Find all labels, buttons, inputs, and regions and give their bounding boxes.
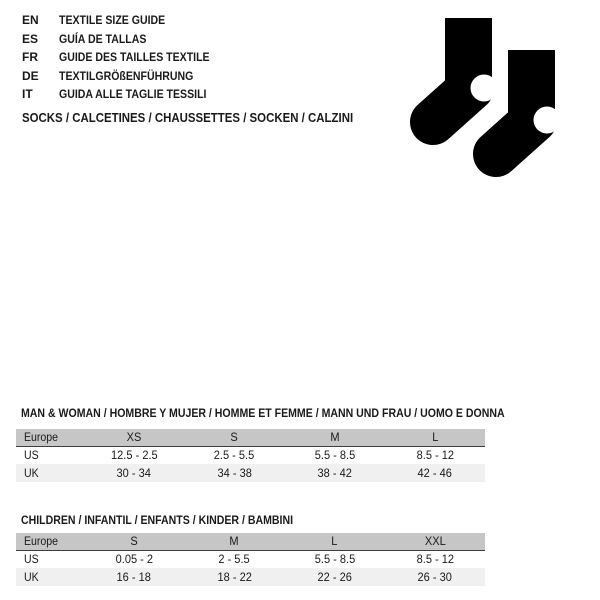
column-header-size: M	[285, 429, 385, 446]
table-header-row	[16, 429, 485, 446]
language-row-it	[22, 85, 230, 104]
size-value: 42 - 46	[417, 466, 453, 480]
language-code: IT	[22, 87, 33, 102]
category-title: SOCKS / CALCETINES / CHAUSSETTES / SOCKEN / CALZINI	[22, 110, 354, 125]
language-row-fr	[22, 48, 230, 67]
size-value: 0.05 - 2	[115, 552, 153, 567]
table-row-us	[16, 550, 485, 568]
column-header-size: S	[184, 429, 284, 446]
language-row-en	[22, 11, 230, 30]
language-code: DE	[22, 68, 39, 83]
column-header-size: L	[285, 533, 385, 550]
language-label: TEXTILE SIZE GUIDE	[59, 13, 166, 28]
table-row-uk	[16, 568, 485, 586]
table-header-row	[16, 533, 485, 550]
language-list	[22, 11, 230, 104]
size-value: 38 - 42	[317, 466, 352, 480]
size-table	[16, 429, 485, 482]
table-row-us	[16, 446, 485, 464]
size-value: 5.5 - 8.5	[314, 448, 355, 463]
row-label: US	[24, 448, 39, 463]
sock-back	[433, 18, 498, 122]
language-label: GUÍA DE TALLAS	[59, 31, 147, 46]
size-table	[16, 533, 485, 586]
row-label: UK	[24, 570, 39, 584]
language-code: FR	[22, 50, 38, 65]
sock-front	[496, 50, 561, 154]
size-value: 12.5 - 2.5	[110, 448, 158, 463]
row-label: US	[24, 552, 39, 567]
size-value: 8.5 - 12	[416, 552, 454, 567]
language-row-es	[22, 30, 230, 49]
size-table-man-woman	[16, 405, 505, 482]
language-label: GUIDE DES TAILLES TEXTILE	[59, 50, 210, 65]
column-header-size: M	[184, 533, 284, 550]
size-value: 22 - 26	[317, 570, 352, 584]
socks-icon	[400, 8, 570, 188]
size-value: 18 - 22	[217, 570, 252, 584]
column-header-region: Europe	[16, 533, 84, 550]
column-header-size: S	[84, 533, 184, 550]
size-value: 8.5 - 12	[416, 448, 454, 463]
column-header-region: Europe	[16, 429, 84, 446]
language-label: GUIDA ALLE TAGLIE TESSILI	[59, 87, 207, 102]
column-header-size: L	[385, 429, 485, 446]
language-code: EN	[22, 13, 39, 28]
language-row-de	[22, 67, 230, 86]
size-value: 26 - 30	[417, 570, 453, 584]
size-value: 16 - 18	[116, 570, 152, 584]
row-label: UK	[24, 466, 39, 480]
column-header-size: XS	[84, 429, 184, 446]
table-title: MAN & WOMAN / HOMBRE Y MUJER / HOMME ET FEMME / MANN UND FRAU / UOMO E DONNA	[21, 406, 505, 420]
table-row-uk	[16, 464, 485, 482]
size-value: 2.5 - 5.5	[214, 448, 255, 463]
size-value: 34 - 38	[217, 466, 252, 480]
language-code: ES	[22, 31, 39, 46]
table-title: CHILDREN / INFANTIL / ENFANTS / KINDER / BAMBINI	[21, 513, 294, 527]
language-label: TEXTILGRÖßENFÜHRUNG	[59, 68, 194, 83]
size-value: 5.5 - 8.5	[314, 552, 355, 567]
column-header-size: XXL	[385, 533, 485, 550]
size-value: 30 - 34	[116, 466, 152, 480]
size-table-children	[16, 512, 485, 586]
size-value: 2 - 5.5	[218, 552, 251, 567]
